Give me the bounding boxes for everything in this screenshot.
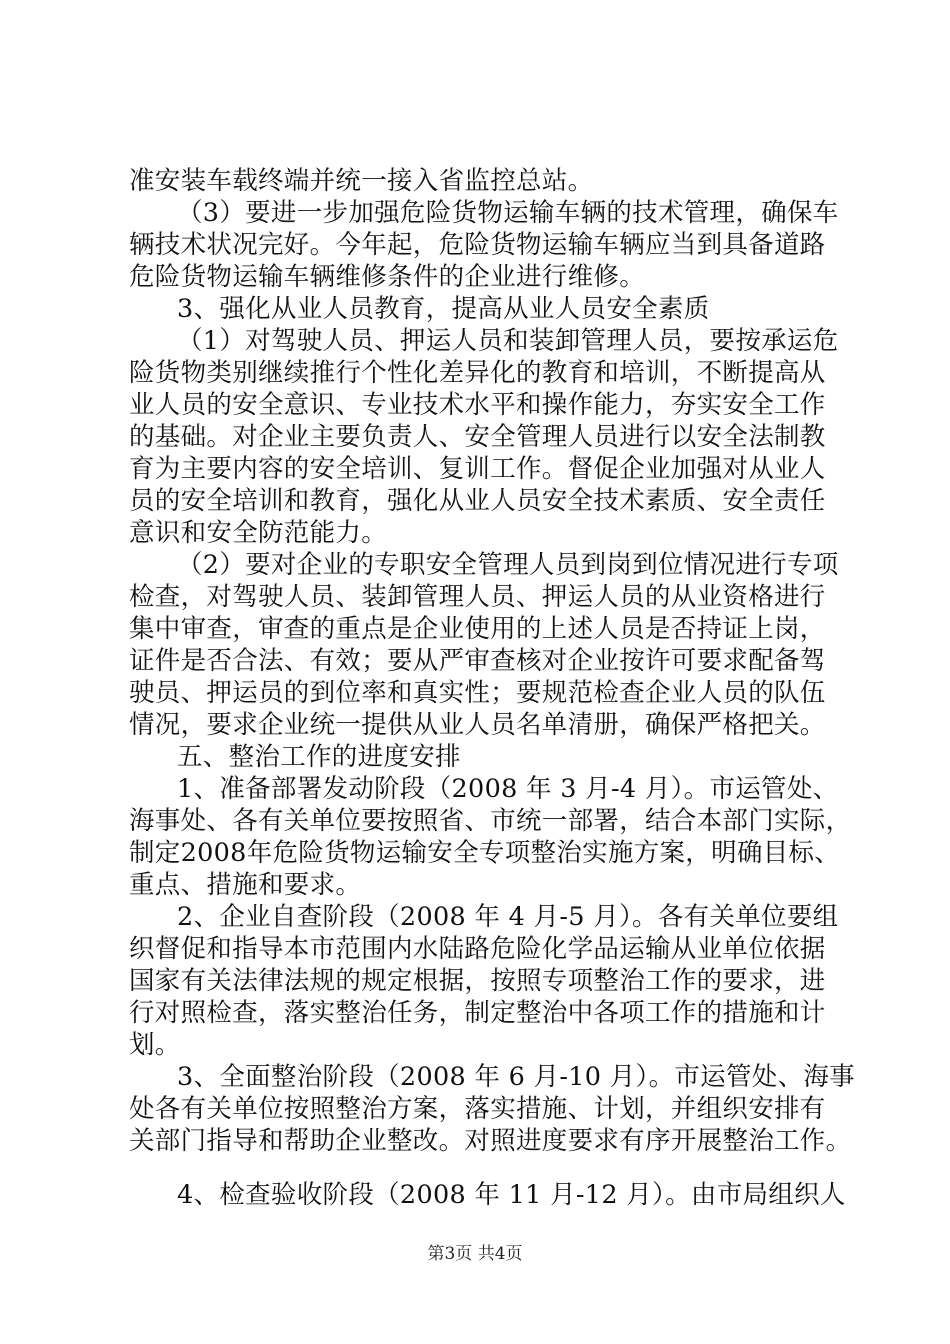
text-line: 员的安全培训和教育，强化从业人员安全技术素质、安全责任: [129, 486, 826, 516]
text-line: 的基础。对企业主要负责人、安全管理人员进行以安全法制教: [129, 422, 826, 452]
document-body: [129, 165, 855, 1211]
text-line: 划。: [129, 1030, 181, 1060]
text-line: 国家有关法律法规的规定根据，按照专项整治工作的要求，进: [129, 966, 826, 996]
text-line: 业人员的安全意识、专业技术水平和操作能力，夯实安全工作: [129, 390, 826, 420]
text-line: 危险货物运输车辆维修条件的企业进行维修。: [129, 262, 646, 292]
text-line: 制定2008年危险货物运输安全专项整治实施方案，明确目标、: [129, 838, 841, 868]
text-line: 织督促和指导本市范围内水陆路危险化学品运输从业单位依据: [129, 934, 826, 964]
text-line: 海事处、各有关单位要按照省、市统一部署，结合本部门实际，: [129, 806, 852, 836]
page-number-footer: 第3页 共4页: [427, 1244, 523, 1264]
paragraph-start-line: 4、检查验收阶段（2008 年 11 月-12 月）。由市局组织人: [177, 1180, 846, 1210]
text-line: 证件是否合法、有效；要从严审查核对企业按许可要求配备驾: [129, 646, 826, 676]
section-heading: 五、整治工作的进度安排: [177, 742, 461, 772]
paragraph-gap: [129, 1157, 839, 1179]
text-line: 育为主要内容的安全培训、复训工作。督促企业加强对从业人: [129, 454, 826, 484]
text-line: 情况，要求企业统一提供从业人员名单清册，确保严格把关。: [129, 710, 826, 740]
paragraph-start-line: （2）要对企业的专职安全管理人员到岗到位情况进行专项: [177, 550, 839, 580]
text-line: 重点、措施和要求。: [129, 870, 362, 900]
paragraph-start-line: 1、准备部署发动阶段（2008 年 3 月-4 月）。市运管处、: [177, 774, 839, 804]
text-line: 辆技术状况完好。今年起，危险货物运输车辆应当到具备道路: [129, 230, 826, 260]
paragraph-start-line: 2、企业自查阶段（2008 年 4 月-5 月）。各有关单位要组: [177, 902, 839, 932]
text-line: 检查，对驾驶人员、装卸管理人员、押运人员的从业资格进行: [129, 582, 826, 612]
paragraph-start-line: 3、全面整治阶段（2008 年 6 月-10 月）。市运管处、海事: [177, 1062, 855, 1092]
paragraph-start-line: （1）对驾驶人员、押运人员和装卸管理人员，要按承运危: [177, 326, 839, 356]
text-line: 集中审查，审查的重点是企业使用的上述人员是否持证上岗，: [129, 614, 826, 644]
section-heading: 3、强化从业人员教育，提高从业人员安全素质: [177, 294, 710, 324]
text-line: 险货物类别继续推行个性化差异化的教育和培训，不断提高从: [129, 358, 826, 388]
text-line: 行对照检查，落实整治任务，制定整治中各项工作的措施和计: [129, 998, 826, 1028]
text-line: 处各有关单位按照整治方案，落实措施、计划，并组织安排有: [129, 1094, 826, 1124]
text-line: 意识和安全防范能力。: [129, 518, 388, 548]
text-line: 关部门指导和帮助企业整改。对照进度要求有序开展整治工作。: [129, 1126, 852, 1156]
text-line: 驶员、押运员的到位率和真实性；要规范检查企业人员的队伍: [129, 678, 826, 708]
paragraph-start-line: （3）要进一步加强危险货物运输车辆的技术管理，确保车: [177, 198, 839, 228]
text-line: 准安装车载终端并统一接入省监控总站。: [129, 166, 594, 196]
